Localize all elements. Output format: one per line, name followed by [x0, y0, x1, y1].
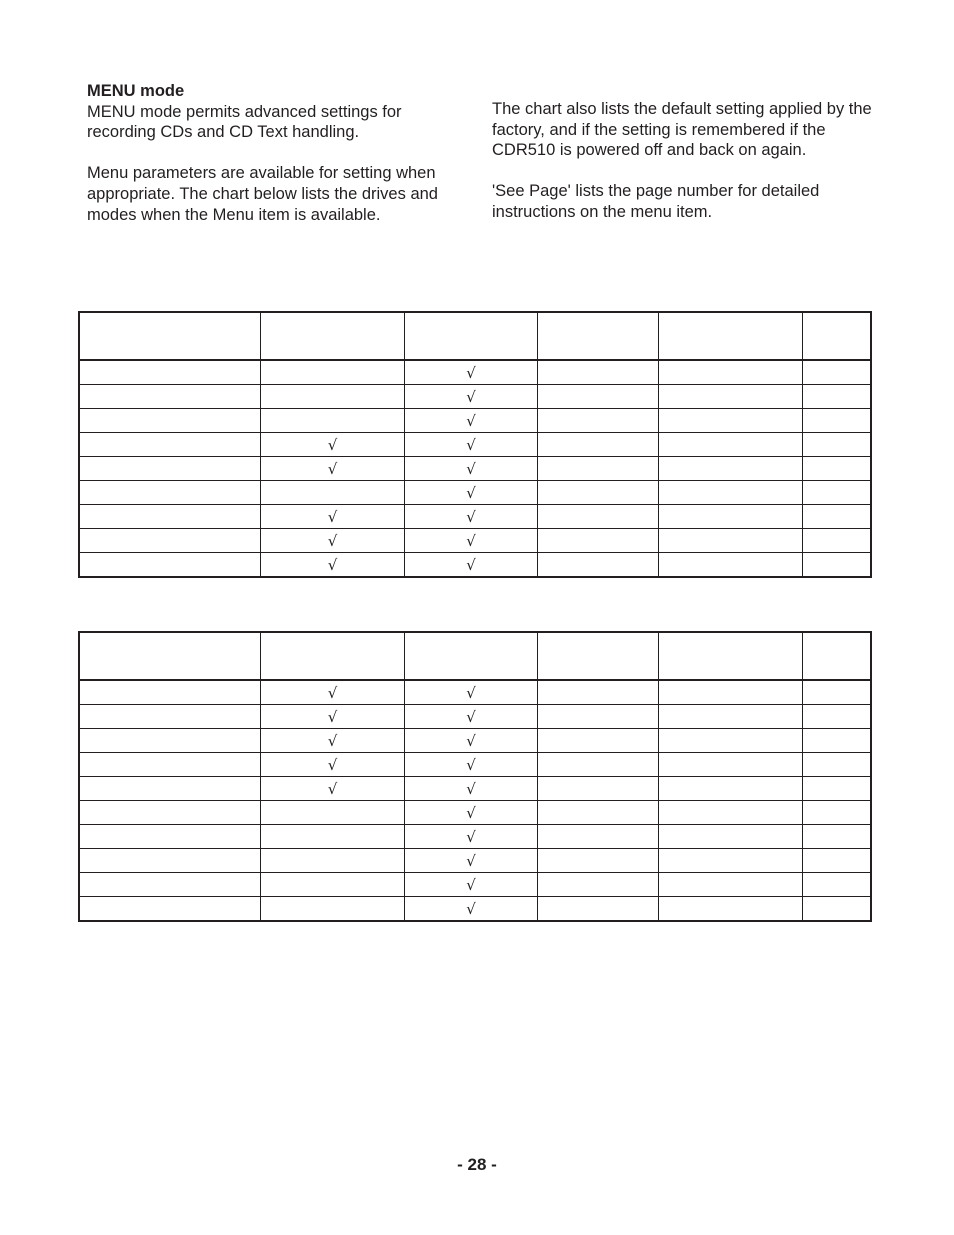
table-cell [659, 385, 803, 409]
table-cell [261, 873, 405, 897]
table-cell [659, 553, 803, 578]
table-cell [79, 801, 261, 825]
table-cell [79, 553, 261, 578]
intro-left-column [87, 81, 462, 225]
table-row [79, 705, 871, 729]
check-mark-cell: √ [405, 505, 538, 529]
table-cell [659, 457, 803, 481]
table-cell [538, 481, 659, 505]
header-cell [538, 312, 659, 360]
header-cell [405, 632, 538, 680]
table-cell [261, 825, 405, 849]
table-cell [659, 825, 803, 849]
table-row [79, 729, 871, 753]
table-cell [803, 680, 872, 705]
table-row [79, 777, 871, 801]
header-cell [659, 632, 803, 680]
check-mark-cell: √ [261, 505, 405, 529]
table-cell [538, 825, 659, 849]
table-cell [659, 849, 803, 873]
table-cell [659, 409, 803, 433]
table-cell [79, 897, 261, 922]
table-cell [79, 729, 261, 753]
check-mark-cell: √ [405, 801, 538, 825]
table-cell [538, 729, 659, 753]
table-cell [659, 753, 803, 777]
table-cell [659, 729, 803, 753]
table-cell [803, 777, 872, 801]
check-mark-cell: √ [405, 705, 538, 729]
table-cell [538, 457, 659, 481]
header-cell [261, 312, 405, 360]
table-cell [803, 505, 872, 529]
table-cell [803, 729, 872, 753]
table-cell [538, 505, 659, 529]
check-mark-cell: √ [405, 873, 538, 897]
table-cell [261, 849, 405, 873]
table-row [79, 360, 871, 385]
table-cell [659, 481, 803, 505]
table-cell [659, 529, 803, 553]
table-cell [261, 481, 405, 505]
check-mark-cell: √ [405, 729, 538, 753]
table-cell [79, 481, 261, 505]
table-cell [79, 360, 261, 385]
intro-paragraph-2: Menu parameters are available for setting when appropriate. The chart below lists the drives and modes when the Menu item is available. [87, 164, 438, 224]
table-cell [538, 705, 659, 729]
check-mark-cell: √ [405, 360, 538, 385]
table-cell [79, 385, 261, 409]
header-cell [538, 632, 659, 680]
table-cell [538, 777, 659, 801]
check-mark-cell: √ [405, 680, 538, 705]
header-cell [79, 312, 261, 360]
table-cell [538, 360, 659, 385]
table-header-row [79, 632, 871, 680]
intro-paragraph-1: MENU mode permits advanced settings for recording CDs and CD Text handling. [87, 102, 402, 142]
table-cell [803, 849, 872, 873]
table-row [79, 409, 871, 433]
table-cell [79, 825, 261, 849]
table-cell [803, 457, 872, 481]
table-cell [659, 433, 803, 457]
table-cell [803, 553, 872, 578]
table-cell [659, 897, 803, 922]
check-mark-cell: √ [261, 777, 405, 801]
section-heading: MENU mode [87, 82, 185, 100]
check-mark-cell: √ [405, 433, 538, 457]
table-cell [803, 705, 872, 729]
check-mark-cell: √ [405, 897, 538, 922]
table-cell [538, 385, 659, 409]
check-mark-cell: √ [405, 409, 538, 433]
table-cell [803, 753, 872, 777]
header-cell [405, 312, 538, 360]
table-cell [659, 705, 803, 729]
table-row [79, 849, 871, 873]
table-cell [261, 897, 405, 922]
table-cell [261, 360, 405, 385]
check-mark-cell: √ [405, 529, 538, 553]
table-cell [79, 705, 261, 729]
check-mark-cell: √ [261, 705, 405, 729]
table-cell [538, 873, 659, 897]
table-row [79, 680, 871, 705]
check-mark-cell: √ [405, 457, 538, 481]
table-cell [659, 360, 803, 385]
table-cell [803, 873, 872, 897]
table-cell [538, 801, 659, 825]
table-cell [79, 873, 261, 897]
table-cell [79, 433, 261, 457]
table-cell [79, 777, 261, 801]
table-row [79, 897, 871, 922]
table-cell [79, 680, 261, 705]
table-row [79, 433, 871, 457]
header-cell [803, 632, 872, 680]
table-cell [261, 409, 405, 433]
check-mark-cell: √ [261, 529, 405, 553]
table-row [79, 753, 871, 777]
check-mark-cell: √ [405, 825, 538, 849]
table-cell [538, 753, 659, 777]
check-mark-cell: √ [405, 553, 538, 578]
check-mark-cell: √ [261, 457, 405, 481]
check-mark-cell: √ [261, 753, 405, 777]
table-cell [803, 433, 872, 457]
table-cell [538, 553, 659, 578]
table-cell [803, 360, 872, 385]
menu-chart-table-1 [78, 311, 872, 578]
check-mark-cell: √ [405, 849, 538, 873]
table-cell [79, 753, 261, 777]
check-mark-cell: √ [405, 753, 538, 777]
paragraph-spacer [87, 143, 462, 164]
table-cell [803, 897, 872, 922]
page-number: - 28 - [457, 1155, 497, 1174]
table-cell [261, 385, 405, 409]
check-mark-cell: √ [261, 680, 405, 705]
check-mark-cell: √ [405, 777, 538, 801]
table-cell [803, 801, 872, 825]
table-cell [659, 777, 803, 801]
check-mark-cell: √ [261, 433, 405, 457]
table-row [79, 529, 871, 553]
table-cell [79, 457, 261, 481]
header-cell [79, 632, 261, 680]
header-cell [803, 312, 872, 360]
check-mark-cell: √ [261, 553, 405, 578]
table-cell [659, 680, 803, 705]
table-cell [538, 680, 659, 705]
table-row [79, 505, 871, 529]
header-cell [659, 312, 803, 360]
intro-right-column [492, 99, 877, 223]
table-row [79, 553, 871, 578]
intro-paragraph-4: 'See Page' lists the page number for detailed instructions on the menu item. [492, 182, 820, 221]
table-cell [538, 849, 659, 873]
table-cell [79, 529, 261, 553]
check-mark-cell: √ [261, 729, 405, 753]
table-row [79, 385, 871, 409]
check-mark-cell: √ [405, 481, 538, 505]
check-mark-cell: √ [405, 385, 538, 409]
table-row [79, 873, 871, 897]
table-cell [659, 801, 803, 825]
table-row [79, 457, 871, 481]
table-cell [538, 529, 659, 553]
table-cell [538, 409, 659, 433]
table-cell [659, 505, 803, 529]
header-cell [261, 632, 405, 680]
table-cell [261, 801, 405, 825]
menu-chart-table-2 [78, 631, 872, 922]
table-cell [538, 897, 659, 922]
table-cell [803, 409, 872, 433]
table-cell [803, 385, 872, 409]
table-row [79, 481, 871, 505]
table-cell [79, 505, 261, 529]
table-cell [79, 849, 261, 873]
table-cell [659, 873, 803, 897]
table-cell [803, 481, 872, 505]
intro-paragraph-3: The chart also lists the default setting applied by the factory, and if the setting is remembered if the CDR510 is powered off and back on again. [492, 100, 872, 160]
table-cell [803, 529, 872, 553]
paragraph-spacer [492, 161, 877, 182]
table-cell [79, 409, 261, 433]
table-row [79, 801, 871, 825]
table-cell [538, 433, 659, 457]
table-header-row [79, 312, 871, 360]
table-cell [803, 825, 872, 849]
table-row [79, 825, 871, 849]
